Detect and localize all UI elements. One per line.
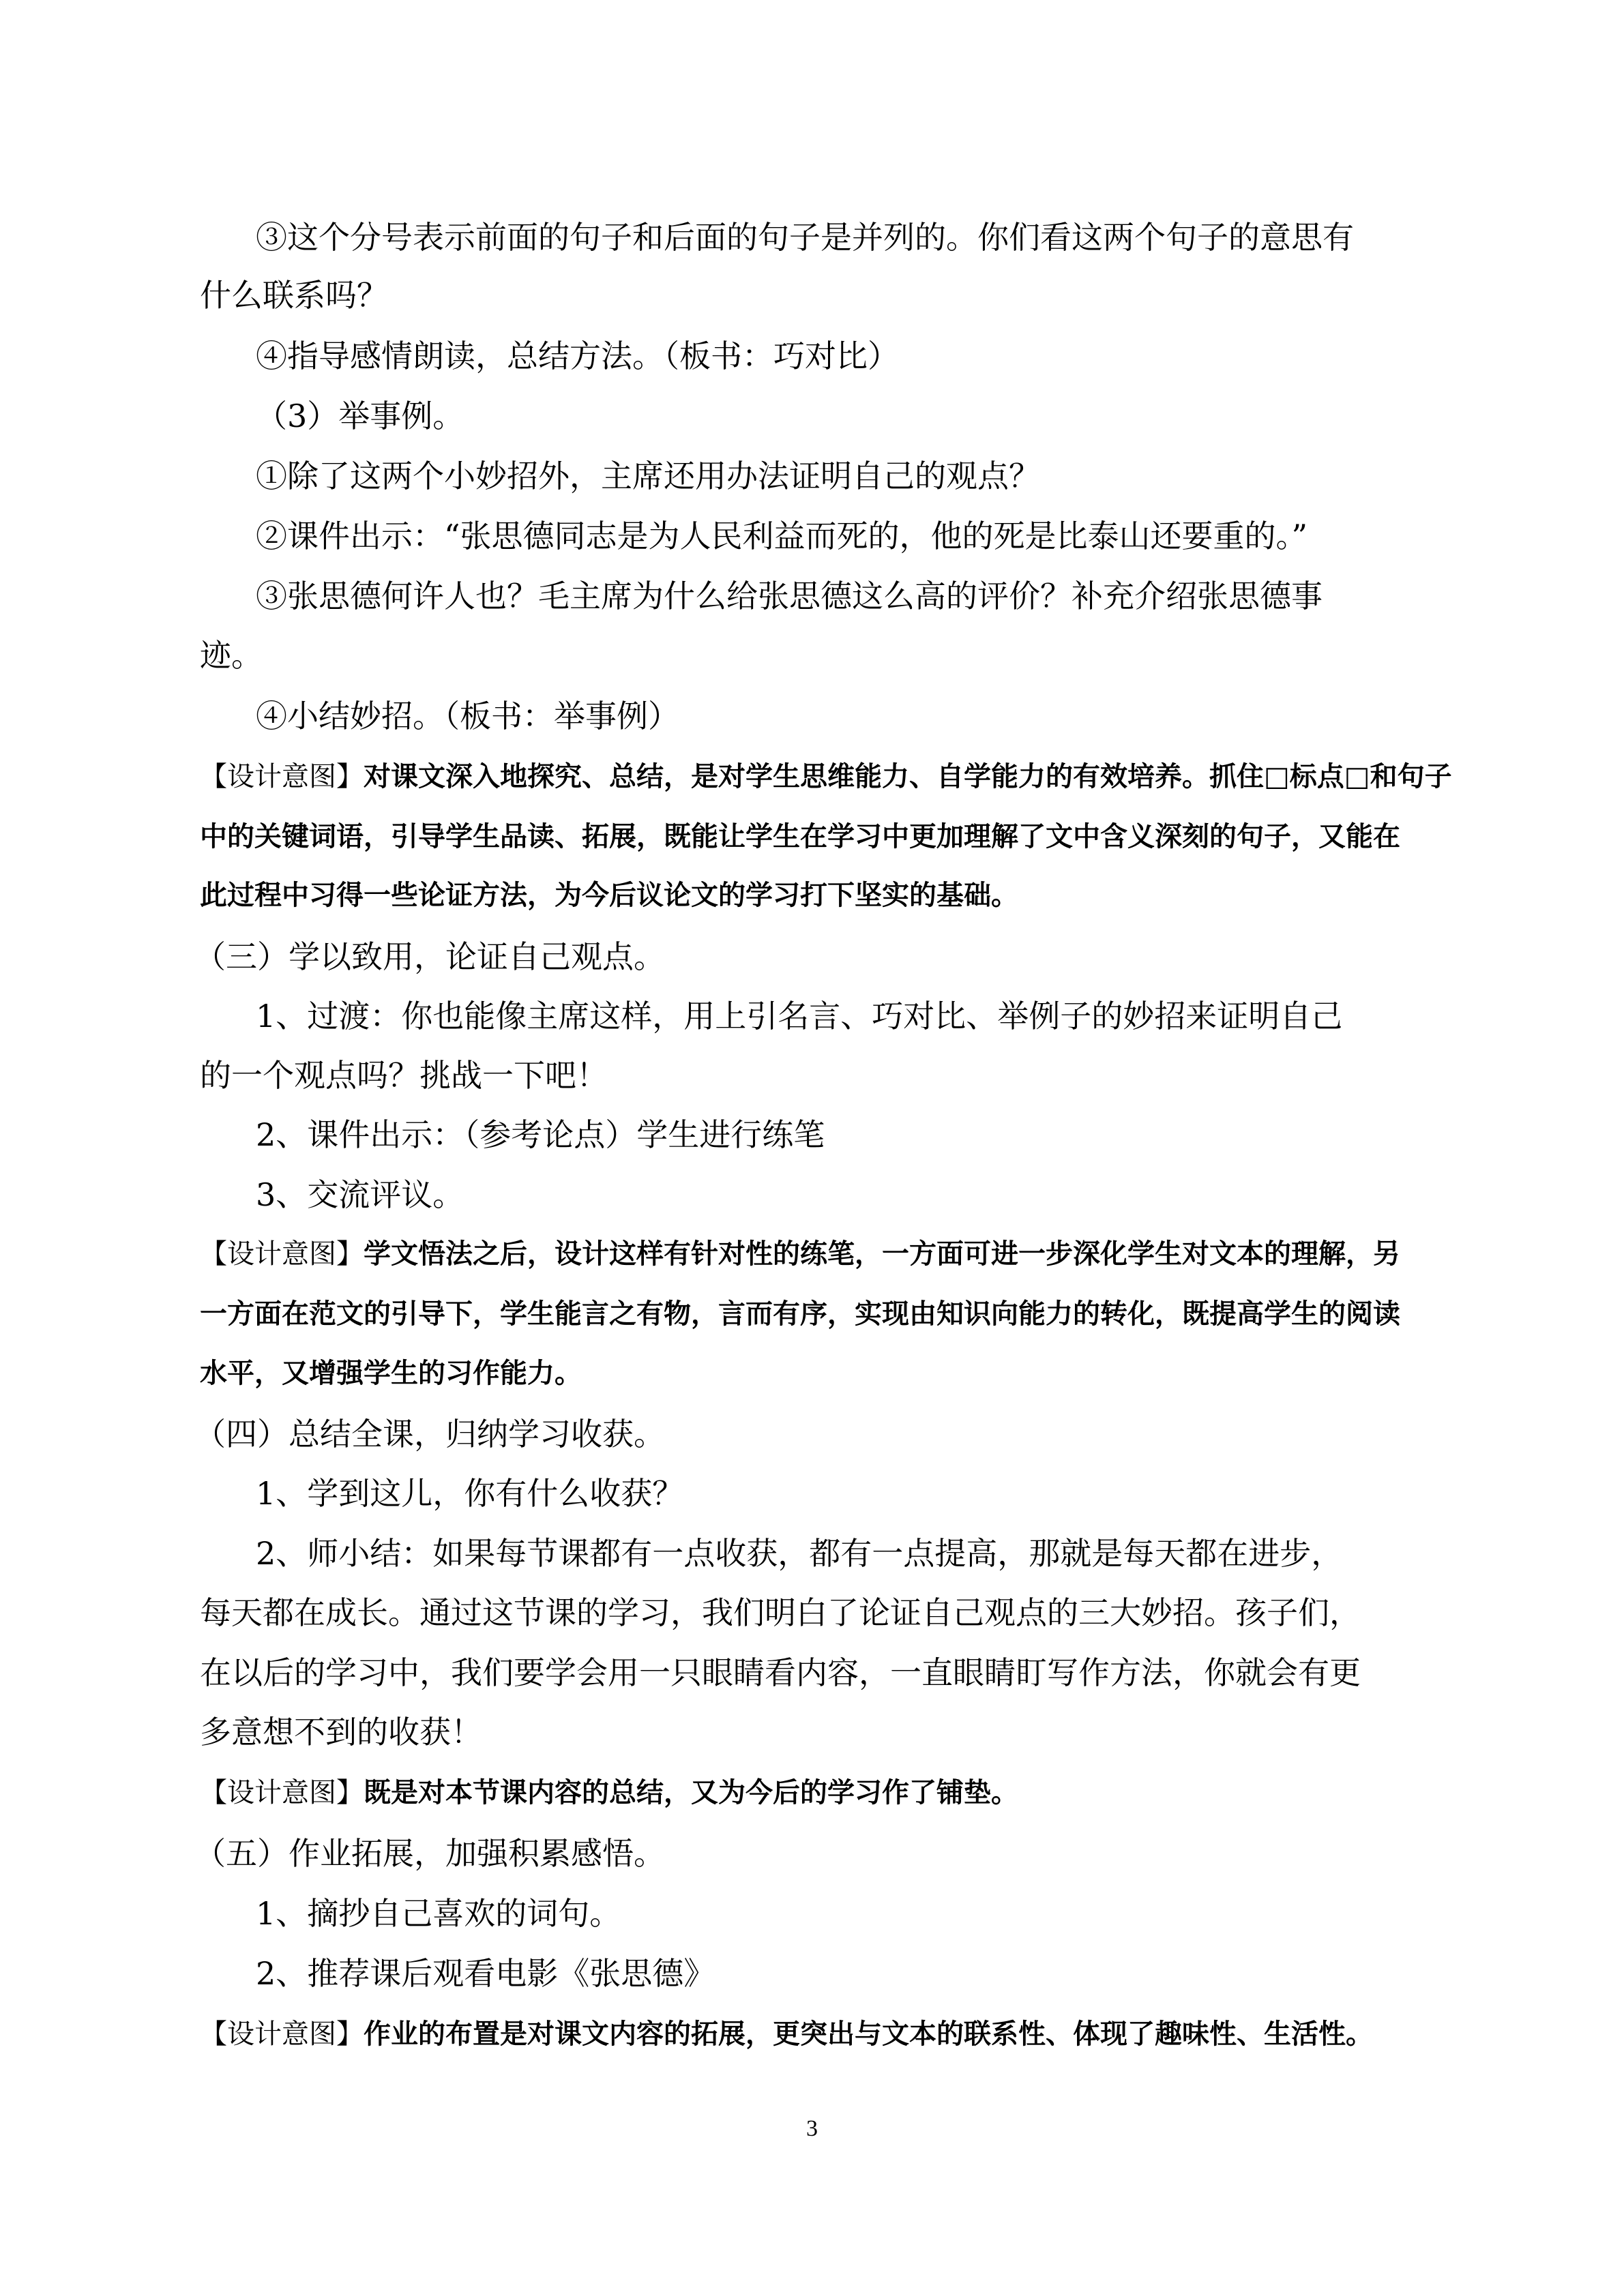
section-heading: （三）学以致用，论证自己观点。	[194, 938, 665, 975]
body-line: 1、过渡：你也能像主席这样，用上引名言、巧对比、举例子的妙招来证明自己	[256, 998, 1343, 1034]
body-line: 迹。	[200, 637, 263, 674]
body-line: ③这个分号表示前面的句子和后面的句子是并列的。你们看这两个句子的意思有	[256, 219, 1354, 256]
section-heading: （四）总结全课，归纳学习收获。	[194, 1416, 665, 1452]
design-note-line: 一方面在范文的引导下，学生能言之有物，言而有序，实现由知识向能力的转化，既提高学生的阅读	[200, 1298, 1400, 1330]
body-line: 每天都在成长。通过这节课的学习，我们明白了论证自己观点的三大妙招。孩子们，	[200, 1594, 1361, 1631]
design-note-line: 中的关键词语，引导学生品读、拓展，既能让学生在学习中更加理解了文中含义深刻的句子，又能在	[200, 821, 1400, 852]
body-line: 2、师小结：如果每节课都有一点收获，都有一点提高，那就是每天都在进步，	[256, 1535, 1343, 1572]
body-line: 3、交流评议。	[256, 1176, 464, 1213]
design-note: 【设计意图】学文悟法之后，设计这样有针对性的练笔，一方面可进一步深化学生对文本的理解，另	[200, 1238, 1400, 1270]
body-line: ④小结妙招。（板书：举事例）	[256, 698, 679, 734]
body-line: 1、摘抄自己喜欢的词句。	[256, 1895, 621, 1932]
body-line: 什么联系吗？	[200, 277, 388, 314]
body-line: （3）举事例。	[256, 398, 464, 434]
design-note-line: 此过程中习得一些论证方法，为今后议论文的学习打下坚实的基础。	[200, 880, 1018, 911]
body-line: ①除了这两个小妙招外，主席还用办法证明自己的观点？	[256, 458, 1040, 494]
section-heading: （五）作业拓展，加强积累感悟。	[194, 1835, 665, 1872]
body-line: 2、推荐课后观看电影《张思德》	[256, 1955, 715, 1992]
design-note: 【设计意图】作业的布置是对课文内容的拓展，更突出与文本的联系性、体现了趣味性、生活性。	[200, 2018, 1373, 2050]
body-line: 2、课件出示：（参考论点）学生进行练笔	[256, 1116, 825, 1153]
design-note-label: 【设计意图】	[200, 2018, 364, 2050]
page-number: 3	[806, 2116, 818, 2141]
body-line: ③张思德何许人也？毛主席为什么给张思德这么高的评价？补充介绍张思德事	[256, 578, 1323, 614]
body-line: 多意想不到的收获！	[200, 1714, 482, 1750]
design-note-label: 【设计意图】	[200, 761, 364, 792]
body-line: 在以后的学习中，我们要学会用一只眼睛看内容，一直眼睛盯写作方法，你就会有更	[200, 1654, 1361, 1691]
body-line: ②课件出示：“张思德同志是为人民利益而死的，他的死是比泰山还要重的。”	[256, 518, 1308, 554]
body-line: ④指导感情朗读，总结方法。（板书：巧对比）	[256, 338, 899, 374]
design-note: 【设计意图】既是对本节课内容的总结，又为今后的学习作了铺垫。	[200, 1777, 1018, 1808]
body-line: 的一个观点吗？挑战一下吧！	[200, 1057, 608, 1094]
design-note: 【设计意图】对课文深入地探究、总结，是对学生思维能力、自学能力的有效培养。抓住□标点□和句子	[200, 761, 1452, 792]
design-note-line: 水平，又增强学生的习作能力。	[200, 1358, 582, 1389]
body-line: 1、学到这儿，你有什么收获？	[256, 1475, 684, 1512]
design-note-label: 【设计意图】	[200, 1777, 364, 1808]
design-note-label: 【设计意图】	[200, 1238, 364, 1270]
